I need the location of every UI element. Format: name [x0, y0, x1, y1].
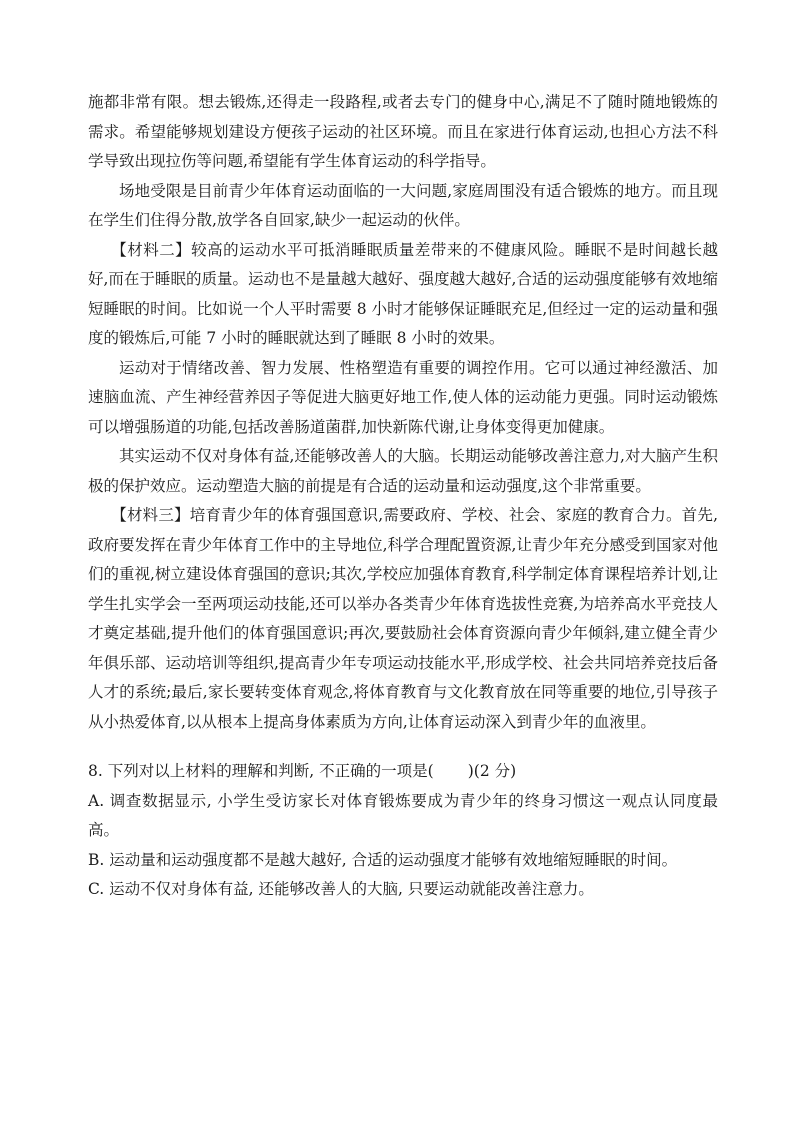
question-stem-text: 8. 下列对以上材料的理解和判断, 不正确的一项是(: [88, 762, 434, 780]
passage-paragraph-2: 场地受限是目前青少年体育运动面临的一大问题,家庭周围没有适合锻炼的地方。而且现在学生们住得分散,放学各自回家,缺少一起运动的伙伴。: [88, 181, 718, 229]
document-page: [88, 88, 718, 905]
question-stem: [88, 757, 718, 787]
passage-paragraph-1: 施都非常有限。想去锻炼,还得走一段路程,或者去专门的健身中心,满足不了随时随地锻炼的需求。希望能够规划建设方便孩子运动的社区环境。而且在家进行体育运动,也担心方法不科学导致出现拉伤等问题,希望能有学生体育运动的科学指导。: [88, 93, 718, 170]
question-8: [88, 757, 718, 905]
material-two-paragraph: 【材料二】较高的运动水平可抵消睡眠质量差带来的不健康风险。睡眠不是时间越长越好,而在于睡眠的质量。运动也不是量越大越好、强度越大越好,合适的运动强度能够有效地缩短睡眠的时间。比如说一个人平时需要 8 小时才能够保证睡眠充足,但经过一定的运动量和强度的锻炼后,可能 7 小时的睡眠就达到了睡眠 8 小时的效果。: [88, 240, 718, 347]
material-three-paragraph: 【材料三】培育青少年的体育强国意识,需要政府、学校、社会、家庭的教育合力。首先,政府要发挥在青少年体育工作中的主导地位,科学合理配置资源,让青少年充分感受到国家对他们的重视,树立建设体育强国的意识;其次,学校应加强体育教育,科学制定体育课程培养计划,让学生扎实学会一至两项运动技能,还可以举办各类青少年体育选拔性竞赛,为培养高水平竞技人才奠定基础,提升他们的体育强国意识;再次,要鼓励社会体育资源向青少年倾斜,建立健全青少年俱乐部、运动培训等组织,提高青少年专项运动技能水平,形成学校、社会共同培养竞技后备人才的系统;最后,家长要转变体育观念,将体育教育与文化教育放在同等重要的地位,引导孩子从小热爱体育,以从根本上提高身体素质为方向,让体育运动深入到青少年的血液里。: [88, 506, 718, 731]
passage-paragraph-5: 其实运动不仅对身体有益,还能够改善人的大脑。长期运动能够改善注意力,对大脑产生积极的保护效应。运动塑造大脑的前提是有合适的运动量和运动强度,这个非常重要。: [88, 447, 718, 495]
option-b: B. 运动量和运动强度都不是越大越好, 合适的运动强度才能够有效地缩短睡眠的时间。: [88, 850, 678, 869]
question-score: )(2 分): [467, 762, 517, 780]
option-c: C. 运动不仅对身体有益, 还能够改善人的大脑, 只要运动就能改善注意力。: [88, 880, 594, 898]
passage-paragraph-4: 运动对于情绪改善、智力发展、性格塑造有重要的调控作用。它可以通过神经激活、加速脑血流、产生神经营养因子等促进大脑更好地工作,使人体的运动能力更强。同时运动锻炼可以增强肠道的功能,包括改善肠道菌群,加快新陈代谢,让身体变得更加健康。: [88, 358, 718, 436]
option-a: A. 调查数据显示, 小学生受访家长对体育锻炼要成为青少年的终身习惯这一观点认同度最高。: [88, 791, 718, 839]
